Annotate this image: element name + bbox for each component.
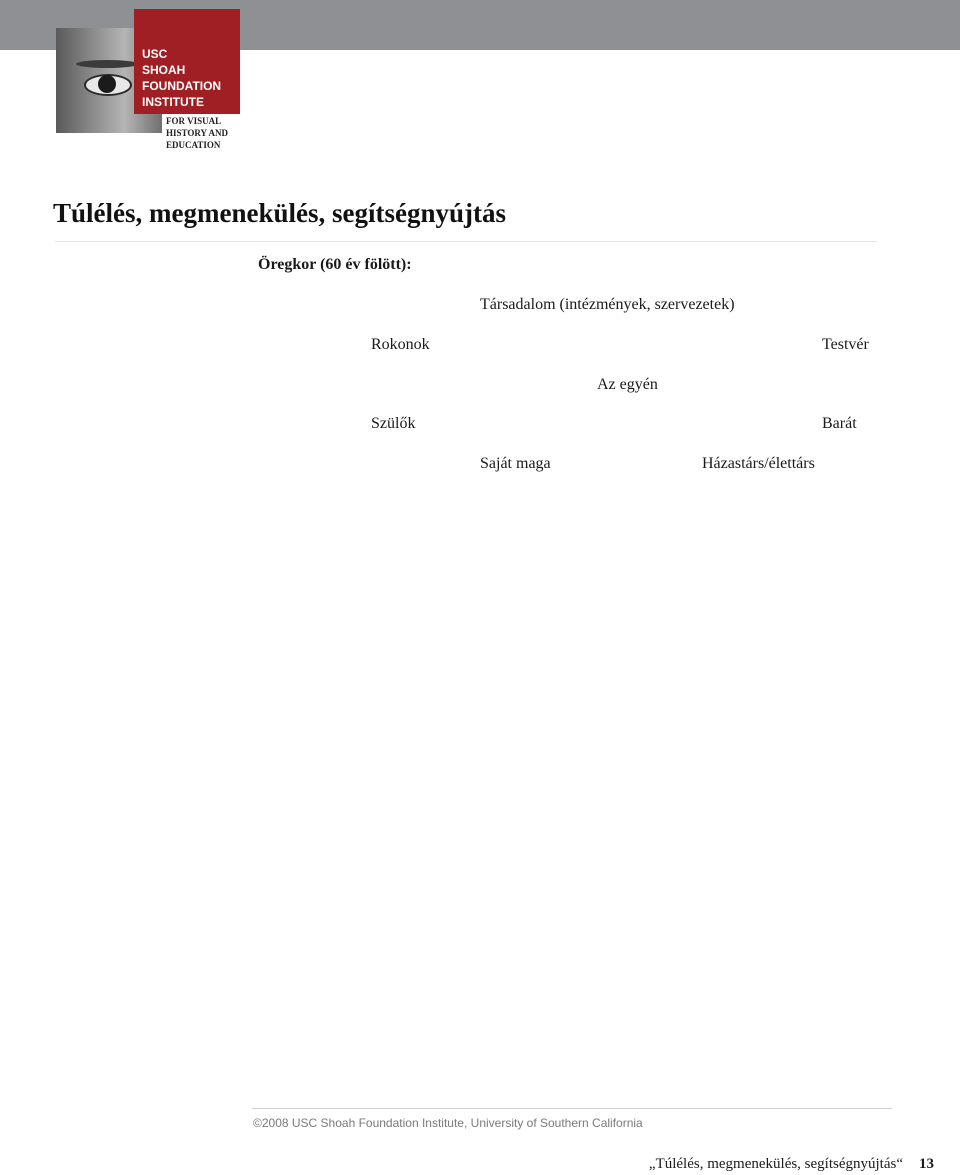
usc-shoah-foundation-logo <box>56 9 242 154</box>
running-title: „Túlélés, megmenekülés, segítségnyújtás“ <box>648 1156 903 1172</box>
label-individual: Az egyén <box>597 376 658 393</box>
section-subheading: Öregkor (60 év fölött): <box>258 256 412 273</box>
logo-sub-line: FOR VISUAL <box>166 116 222 126</box>
label-friend: Barát <box>822 415 857 432</box>
logo-line: USC <box>142 47 168 61</box>
label-relatives: Rokonok <box>371 336 430 353</box>
label-parents: Szülők <box>371 415 416 432</box>
logo-line: FOUNDATION <box>142 79 222 93</box>
logo-institute-name <box>142 46 242 110</box>
logo-line: SHOAH <box>142 63 186 77</box>
label-society: Társadalom (intézmények, szervezetek) <box>480 296 735 313</box>
logo-sub-line: EDUCATION <box>166 140 221 150</box>
footer-divider <box>252 1108 892 1109</box>
logo-line: INSTITUTE <box>142 95 204 109</box>
title-divider <box>55 241 877 242</box>
label-self: Saját maga <box>480 455 551 472</box>
page-number: 13 <box>919 1156 934 1172</box>
logo-tagline <box>166 115 228 151</box>
label-sibling: Testvér <box>822 336 869 353</box>
label-spouse: Házastárs/élettárs <box>702 455 815 472</box>
page-footer <box>649 1156 934 1173</box>
page-title: Túlélés, megmenekülés, segítségnyújtás <box>53 198 506 228</box>
copyright-notice: ©2008 USC Shoah Foundation Institute, University of Southern California <box>253 1116 643 1130</box>
logo-sub-line: HISTORY AND <box>166 128 228 138</box>
